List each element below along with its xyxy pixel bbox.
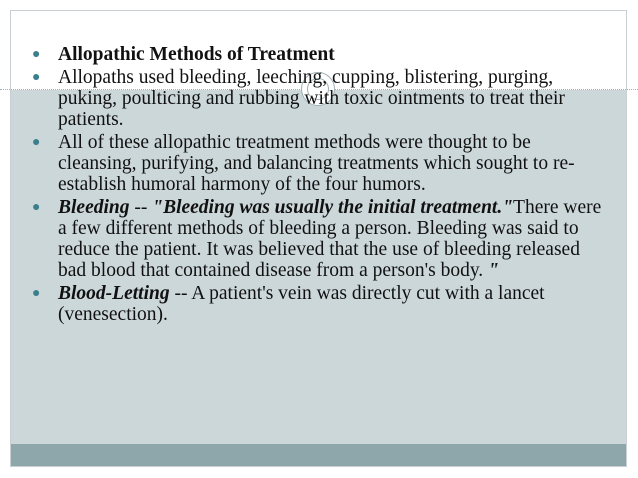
bullet-body: There were a few different methods of bleeding a person. Bleeding was said to reduce the patient. It was believed that the use of bleeding released bad blood that contained disease from a person's body. [58, 197, 602, 281]
bullet-term: Bleeding [58, 197, 130, 218]
bullet-dot-icon: ● [32, 200, 41, 215]
bullet-separator: -- [169, 283, 192, 304]
bullet-heading-text: Allopathic Methods of Treatment [58, 44, 335, 65]
bullet-quote: "Bleeding was usually the initial treatment." [152, 197, 514, 218]
bullet-dot-icon: ● [32, 286, 41, 301]
bullet-text: Allopaths used bleeding, leeching, cupping, blistering, purging, puking, poulticing and rubbing with toxic ointments to treat their patients. [58, 67, 565, 130]
bullet-separator: -- [129, 197, 153, 218]
bullet-list [32, 44, 604, 327]
bullet-item-allopath-methods [32, 67, 604, 130]
bullet-dot-icon: ● [32, 47, 41, 62]
bullet-item-cleansing [32, 132, 604, 195]
bullet-body: A patient's vein was directly cut with a lancet (venesection). [58, 283, 545, 325]
bullet-item-heading [32, 44, 604, 65]
bullet-text: All of these allopathic treatment methods were thought to be cleansing, purifying, and balancing treatments which sought to re-establish humoral harmony of the four humors. [58, 132, 575, 195]
bullet-dot-icon: ● [32, 70, 41, 85]
bullet-term: Blood-Letting [58, 283, 170, 304]
bullet-dot-icon: ● [32, 135, 41, 150]
bullet-item-bleeding [32, 197, 604, 281]
bullet-item-blood-letting [32, 283, 604, 325]
bullet-end-mark: " [488, 260, 499, 281]
